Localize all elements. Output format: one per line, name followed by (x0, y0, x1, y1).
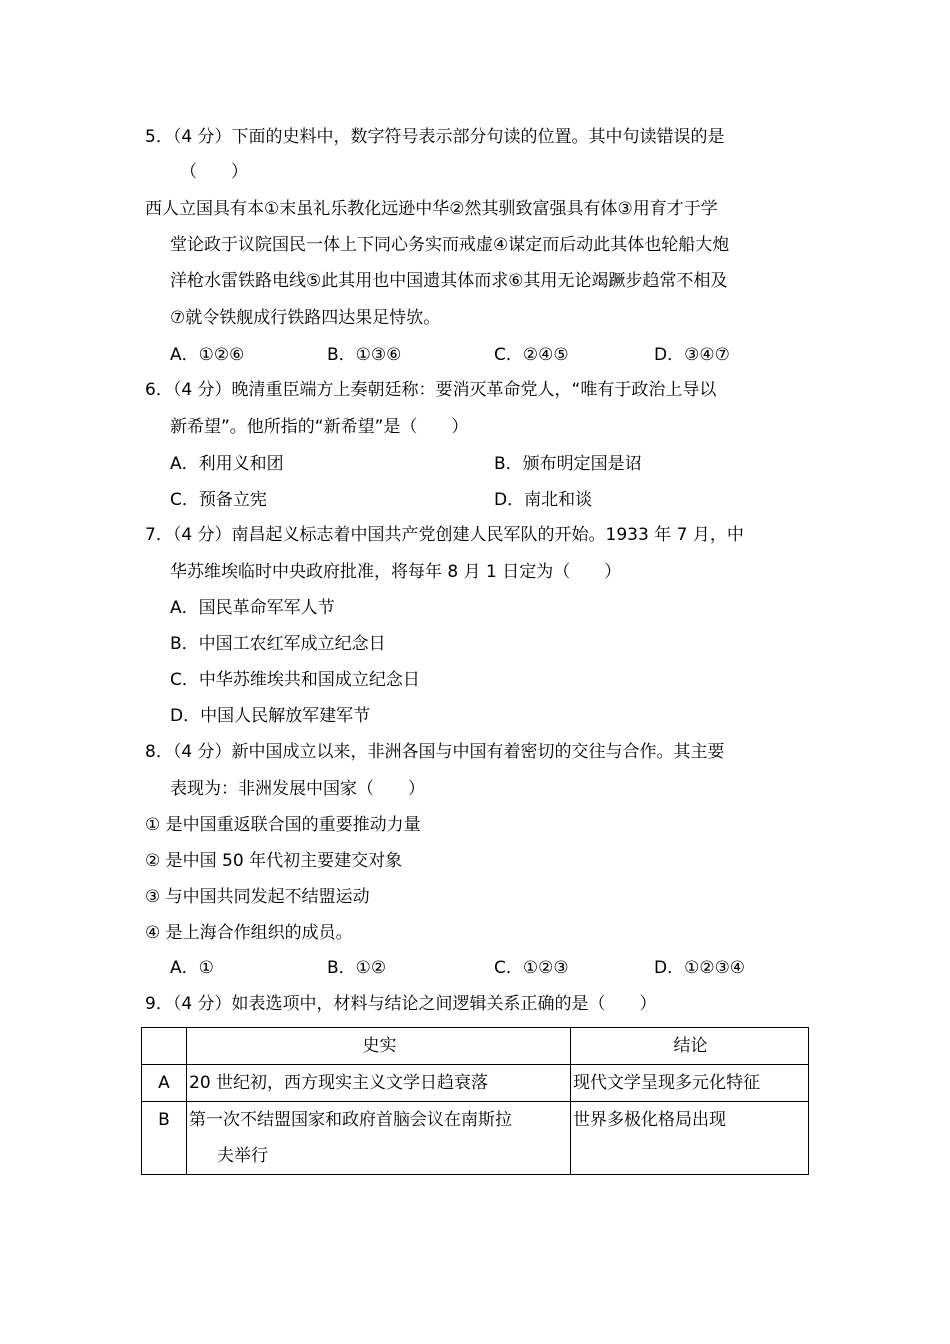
row-fact-continuation: 夫举行 (217, 1146, 268, 1166)
q5-option-c[interactable]: C．②④⑤ (494, 345, 569, 365)
q7-option-d[interactable]: D．中国人民解放军建军节 (170, 706, 371, 726)
table-row (142, 1102, 809, 1175)
q5-passage-line2: 堂论政于议院国民一体上下同心务实而戒虚④谋定而后动此其体也轮船大炮 (170, 235, 730, 255)
q5-passage-line1: 西人立国具有本①末虽礼乐教化远逊中华②然其驯致富强具有体③用育才于学 (145, 199, 718, 219)
q7-stem-line2: 华苏维埃临时中央政府批准，将每年 8 月 1 日定为（ ） (170, 562, 622, 582)
q8-option-b[interactable]: B．①② (327, 958, 387, 978)
q7-stem-line1: 7．（4 分）南昌起义标志着中国共产党创建人民军队的开始。1933 年 7 月，中 (145, 525, 744, 545)
q8-item-3: ③ 与中国共同发起不结盟运动 (145, 887, 370, 907)
row-label: A (142, 1065, 187, 1102)
table-header-fact: 史实 (187, 1028, 571, 1065)
table-header-empty (142, 1028, 187, 1065)
q8-option-a[interactable]: A．① (170, 958, 214, 978)
table-header-conclusion: 结论 (571, 1028, 809, 1065)
q6-option-a[interactable]: A．利用义和团 (170, 454, 284, 474)
q7-option-a[interactable]: A．国民革命军军人节 (170, 598, 335, 618)
q9-table (141, 1027, 809, 1175)
row-fact-cell (187, 1102, 571, 1175)
q8-option-c[interactable]: C．①②③ (494, 958, 569, 978)
row-conclusion: 世界多极化格局出现 (571, 1102, 809, 1175)
row-fact: 第一次不结盟国家和政府首脑会议在南斯拉 (189, 1110, 512, 1130)
q8-item-4: ④ 是上海合作组织的成员。 (145, 923, 353, 943)
q6-option-d[interactable]: D．南北和谈 (494, 490, 593, 510)
q5-stem-line2: （ ） (180, 162, 248, 182)
q5-option-d[interactable]: D．③④⑦ (654, 345, 730, 365)
q7-option-b[interactable]: B．中国工农红军成立纪念日 (170, 634, 386, 654)
q6-option-c[interactable]: C．预备立宪 (170, 490, 267, 510)
q8-option-d[interactable]: D．①②③④ (654, 958, 746, 978)
q5-passage-line4: ⑦就令铁舰成行铁路四达果足恃欤。 (170, 308, 441, 328)
q5-option-a[interactable]: A．①②⑥ (170, 345, 245, 365)
q6-option-b[interactable]: B．颁布明定国是诏 (494, 454, 642, 474)
q5-passage-line3: 洋枪水雷铁路电线⑤此其用也中国遗其体而求⑥其用无论竭蹶步趋常不相及 (170, 271, 728, 291)
q8-stem-line2: 表现为：非洲发展中国家（ ） (170, 779, 425, 799)
row-conclusion: 现代文学呈现多元化特征 (571, 1065, 809, 1102)
row-fact: 20 世纪初，西方现实主义文学日趋衰落 (187, 1065, 571, 1102)
q6-stem-line2: 新希望”。他所指的“新希望”是（ ） (170, 417, 469, 437)
q5-stem-line1: 5．（4 分）下面的史料中，数字符号表示部分句读的位置。其中句读错误的是 (145, 127, 725, 147)
row-label: B (142, 1102, 187, 1175)
table-row (142, 1065, 809, 1102)
q8-stem-line1: 8．（4 分）新中国成立以来，非洲各国与中国有着密切的交往与合作。其主要 (145, 742, 725, 762)
q6-stem-line1: 6．（4 分）晚清重臣端方上奏朝廷称：要消灭革命党人，“唯有于政治上导以 (145, 380, 717, 400)
q7-option-c[interactable]: C．中华苏维埃共和国成立纪念日 (170, 670, 420, 690)
q5-option-b[interactable]: B．①③⑥ (327, 345, 402, 365)
q9-stem: 9．（4 分）如表选项中，材料与结论之间逻辑关系正确的是（ ） (145, 994, 657, 1014)
q8-item-1: ① 是中国重返联合国的重要推动力量 (145, 815, 421, 835)
table-header-row (142, 1028, 809, 1065)
q8-item-2: ② 是中国 50 年代初主要建交对象 (145, 851, 403, 871)
